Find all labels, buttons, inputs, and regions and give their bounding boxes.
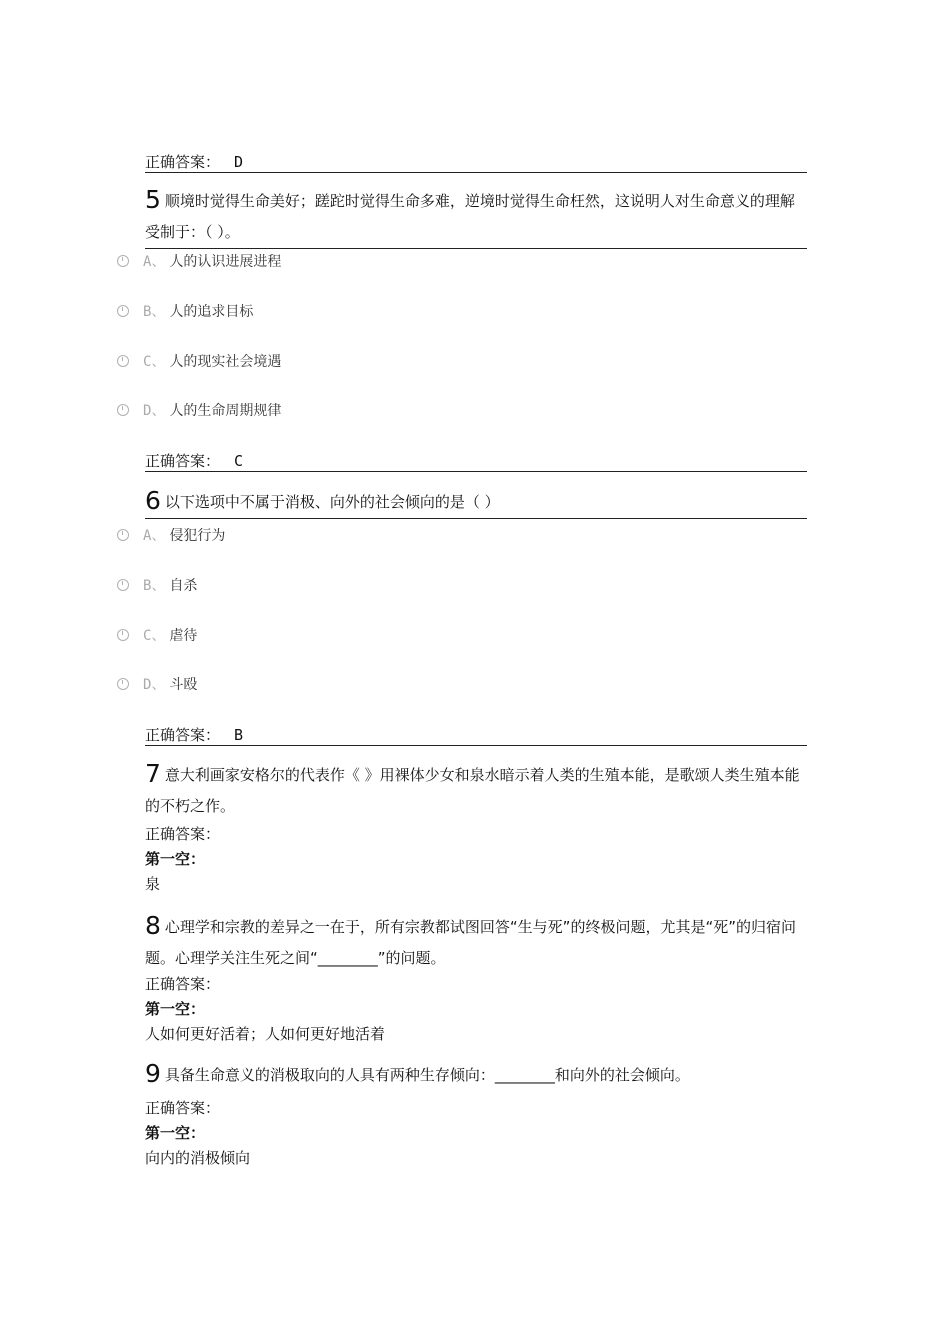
option-letter: C bbox=[143, 354, 152, 370]
question-number: 5 bbox=[145, 185, 161, 214]
option-text: 人的认识进展进程 bbox=[169, 254, 282, 270]
answer-label: 正确答案： bbox=[145, 1099, 221, 1117]
option-c[interactable]: C、 人的现实社会境遇 bbox=[117, 353, 281, 371]
blank-label: 第一空： bbox=[145, 850, 206, 868]
answer-label: 正确答案： bbox=[145, 975, 221, 993]
question-6 bbox=[145, 485, 807, 519]
option-c[interactable]: C、 虐待 bbox=[117, 627, 197, 645]
radio-icon[interactable] bbox=[117, 255, 129, 267]
answer-value: D bbox=[234, 153, 244, 171]
answer-value: C bbox=[234, 452, 244, 470]
answer-label: 正确答案： bbox=[145, 452, 221, 470]
question-text: 具备生命意义的消极取向的人具有两种生存倾向：________和向外的社会倾向。 bbox=[164, 1066, 690, 1084]
question-text: 顺境时觉得生命美好；蹉跎时觉得生命多难，逆境时觉得生命枉然，这说明人对生命意义的理解受制于：（ ）。 bbox=[145, 192, 795, 241]
blank-answer: 向内的消极倾向 bbox=[145, 1149, 251, 1167]
option-letter: A bbox=[143, 528, 152, 544]
question-number: 9 bbox=[145, 1059, 161, 1088]
option-b[interactable]: B、 自杀 bbox=[117, 577, 197, 595]
blank-answer: 泉 bbox=[145, 875, 161, 893]
question-number: 7 bbox=[145, 759, 161, 788]
option-letter: A bbox=[143, 254, 152, 270]
question-number: 8 bbox=[145, 911, 161, 940]
question-9 bbox=[145, 1058, 807, 1091]
option-text: 人的生命周期规律 bbox=[169, 403, 282, 419]
option-text: 人的追求目标 bbox=[169, 304, 254, 320]
option-letter: D bbox=[143, 677, 152, 693]
answer-label: 正确答案： bbox=[145, 153, 221, 171]
option-letter: D bbox=[143, 403, 152, 419]
radio-icon[interactable] bbox=[117, 305, 129, 317]
option-d[interactable]: D、 斗殴 bbox=[117, 676, 197, 694]
question-5 bbox=[145, 184, 807, 249]
blank-answer: 人如何更好活着；人如何更好地活着 bbox=[145, 1025, 386, 1043]
option-b[interactable]: B、 人的追求目标 bbox=[117, 303, 253, 321]
option-d[interactable]: D、 人的生命周期规律 bbox=[117, 402, 281, 420]
question-7 bbox=[145, 758, 807, 822]
blank-label: 第一空： bbox=[145, 1124, 206, 1142]
option-text: 虐待 bbox=[169, 628, 198, 644]
option-a[interactable]: A、 人的认识进展进程 bbox=[117, 253, 281, 271]
option-letter: B bbox=[143, 304, 152, 320]
answer-value: B bbox=[234, 726, 244, 744]
question-number: 6 bbox=[145, 486, 161, 515]
option-text: 人的现实社会境遇 bbox=[169, 354, 282, 370]
radio-icon[interactable] bbox=[117, 355, 129, 367]
radio-icon[interactable] bbox=[117, 404, 129, 416]
option-a[interactable]: A、 侵犯行为 bbox=[117, 527, 225, 545]
answer-label: 正确答案： bbox=[145, 726, 221, 744]
option-text: 侵犯行为 bbox=[169, 528, 226, 544]
question-text: 意大利画家安格尔的代表作《 》用裸体少女和泉水暗示着人类的生殖本能，是歌颂人类生殖本能的不朽之作。 bbox=[145, 766, 800, 815]
option-letter: C bbox=[143, 628, 152, 644]
blank-label: 第一空： bbox=[145, 1000, 206, 1018]
option-text: 斗殴 bbox=[169, 677, 198, 693]
option-letter: B bbox=[143, 578, 152, 594]
radio-icon[interactable] bbox=[117, 529, 129, 541]
answer-line bbox=[145, 452, 807, 472]
question-text: 心理学和宗教的差异之一在于，所有宗教都试图回答“生与死”的终极问题，尤其是“死”的归宿问题。心理学关注生死之间“________”的问题。 bbox=[145, 918, 796, 967]
radio-icon[interactable] bbox=[117, 579, 129, 591]
radio-icon[interactable] bbox=[117, 678, 129, 690]
question-8 bbox=[145, 910, 807, 974]
answer-label: 正确答案： bbox=[145, 825, 221, 843]
radio-icon[interactable] bbox=[117, 629, 129, 641]
answer-line bbox=[145, 726, 807, 746]
question-text: 以下选项中不属于消极、向外的社会倾向的是（ ） bbox=[164, 493, 500, 511]
answer-line bbox=[145, 153, 807, 173]
option-text: 自杀 bbox=[169, 578, 198, 594]
